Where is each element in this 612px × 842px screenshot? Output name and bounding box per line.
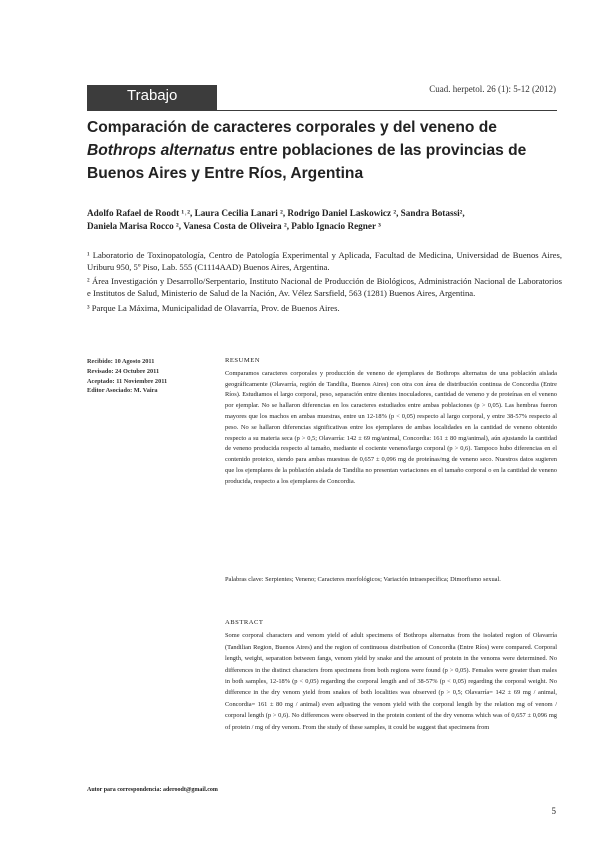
authors-line-2: Daniela Marisa Rocco ², Vanesa Costa de Oliveira ², Pablo Ignacio Regner ³ — [87, 221, 381, 231]
authors-line-1: Adolfo Rafael de Roodt ¹˒², Laura Cecilia Lanari ², Rodrigo Daniel Laskowicz ², Sandra Botassi², — [87, 208, 465, 218]
title-line-3: Buenos Aires y Entre Ríos, Argentina — [87, 165, 364, 182]
title-line-1: Comparación de caracteres corporales y del veneno de — [87, 119, 497, 136]
resumen-section — [225, 356, 557, 488]
abstract-heading: ABSTRACT — [225, 619, 264, 626]
page-number: 5 — [551, 806, 556, 816]
title-line-2 — [87, 139, 567, 162]
resumen-text: Comparamos caracteres corporales y producción de veneno de ejemplares de Bothrops alternatus de una población aislada geográficamente (Olavarría, región de Tandilia, Buenos Aires) con otra con área de distribución continua de Concordia (Entre Ríos). Estudiamos el largo corporal, peso, separación entre dientes inoculadores, cantidad de veneno y de proteínas en el veneno por ejemplar. No se hallaron diferencias en los caracteres estudiados entre ambas poblaciones (p > 0,05). Las hembras fueron mayores que los machos en ambas muestras, entre un 12-18% (p < 0,05) respecto al largo corporal, y entre 38-57% respecto al peso. No se hallaron diferencias significativas entre los ejemplares de ambas localidades en la cantidad de veneno obtenido respecto a su materia seca (p > 0,5; Olavarría: 142 ± 69 mg/animal, Concordia: 161 ± 80 mg/animal), aún ajustando la cantidad de veneno producida respecto al tamaño, mediante el cociente veneno/largo corporal (p > 0,6). Tampoco hubo diferencias en el contenido proteico, siendo para ambas muestras de 0,657 ± 0,096 mg de proteínas/mg de veneno seco. Nuestros datos sugieren que los ejemplares de la población aislada de Tandilia no presentan variaciones en el tamaño corporal o en la cantidad de veneno producida, respecto a los ejemplares de Concordia. — [225, 369, 557, 485]
associate-editor: Editor Asociado: M. Vaira — [87, 387, 158, 395]
section-tag — [87, 85, 217, 110]
abstract-section — [225, 617, 557, 733]
keywords: Palabras clave: Serpientes; Veneno; Caracteres morfológicos; Variación intraespecífica; Dimorfismo sexual. — [225, 576, 501, 583]
section-label: Trabajo — [127, 87, 178, 104]
correspondence-note: Autor para correspondencia: aderoodt@gmail.com — [87, 787, 218, 793]
abstract-text: Some corporal characters and venom yield of adult specimens of Bothrops alternatus from the isolated region of Olavarría (Tandilian Region, Buenos Aires) and the region of continuous distribution of Concordia (Entre Ríos) were compared. Corporal length, weight, separation between fangs, venom yield by snake and the amount of protein in the venoms were determined. No differences in the distinct characters from specimens from both regions were found (p > 0,05). Females were greater than males in both samples, 12-18% (p < 0,05) regarding the corporal length and of 38-57% (p < 0,05) regarding the corporal weight. No difference in the dry venom yield from snakes of both localities was observed (p > 0,5; Olavarría= 142 ± 69 mg / animal, Concordia= 161 ± 80 mg / animal) even adjusting the venom yield with the corporal length by the relation mg of venom / corporal length (p > 0,6). No differences were observed in the protein content of the dry venoms which was of 0,657 ± 0,096 mg of protein / mg of dry venom. From the study of these samples, it could be suggest that specimens from — [225, 632, 557, 731]
journal-citation: Cuad. herpetol. 26 (1): 5-12 (2012) — [429, 84, 556, 94]
affiliation-1: ¹ Laboratorio de Toxinopatología, Centro de Patología Experimental y Aplicada, Facultad de Medicina, Universidad de Buenos Aires, Uriburu 950, 5º Piso, Lab. 555 (C1114AAD) Buenos Aires, Argentina. — [87, 250, 562, 272]
article-dates — [87, 357, 205, 396]
date-received: Recibido: 10 Agosto 2011 — [87, 358, 155, 365]
affiliation-2: ² Área Investigación y Desarrollo/Serpentario, Instituto Nacional de Producción de Biológicos, Administración Nacional de Laboratorios e Institutos de Salud, Ministerio de Salud de la Nación, Av. Vélez Sarsfield, 563 (1281) Buenos Aires, Argentina. — [87, 276, 562, 299]
date-revised: Revisado: 24 Octubre 2011 — [87, 367, 160, 375]
date-accepted: Aceptado: 11 Noviembre 2011 — [87, 377, 168, 385]
title-line-2-rest: entre poblaciones de las provincias de — [235, 142, 527, 159]
affiliations — [87, 250, 562, 318]
section-divider — [87, 110, 557, 111]
title-species: Bothrops alternatus — [87, 142, 236, 159]
article-title — [87, 116, 567, 185]
resumen-heading: RESUMEN — [225, 357, 261, 364]
affiliation-3: ³ Parque La Máxima, Municipalidad de Olavarría, Prov. de Buenos Aires. — [87, 302, 340, 313]
author-list — [87, 207, 562, 233]
